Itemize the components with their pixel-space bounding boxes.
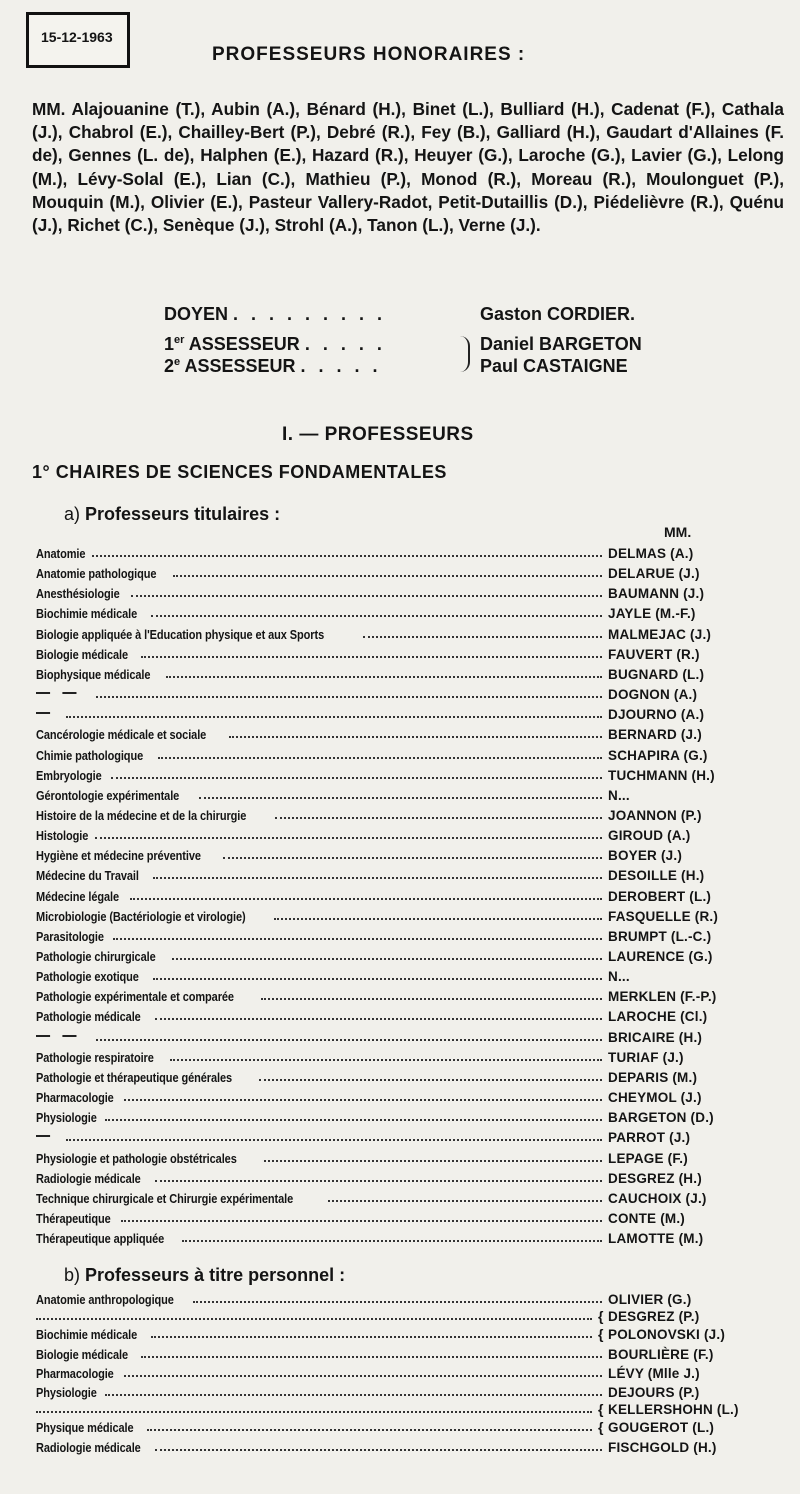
row-professor: BUGNARD (L.)	[608, 667, 705, 682]
dot-leader	[130, 898, 602, 900]
row-professor: FASQUELLE (R.)	[608, 909, 719, 924]
row-professor: MALMEJAC (J.)	[608, 627, 712, 642]
assesseur2-row: 2e ASSESSEUR . . . . .	[164, 356, 382, 376]
dot-leader	[131, 595, 602, 597]
honorary-title: PROFESSEURS HONORAIRES :	[212, 44, 526, 65]
row-subject: Physique médicale	[36, 1421, 134, 1435]
row-subject: Technique chirurgicale et Chirurgie expérimentale	[36, 1192, 294, 1206]
ditto-dash	[36, 692, 50, 694]
table-row	[36, 1435, 766, 1455]
row-subject: Embryologie	[36, 769, 102, 783]
assesseur2-ordinal: 2	[164, 356, 175, 376]
dot-leader	[274, 918, 602, 920]
row-subject: Biologie médicale	[36, 1348, 129, 1362]
dot-leader	[363, 636, 602, 638]
row-subject: Physiologie	[36, 1386, 97, 1400]
table-row	[36, 622, 766, 642]
table-row	[36, 803, 766, 823]
row-professor: BERNARD (J.)	[608, 727, 702, 742]
row-professor: BRUMPT (L.-C.)	[608, 929, 712, 944]
row-subject: Radiologie médicale	[36, 1172, 141, 1186]
dot-leader	[66, 716, 602, 718]
table-row	[36, 743, 766, 763]
dot-leader	[170, 1059, 602, 1061]
table-row	[36, 662, 766, 682]
row-professor: GIROUD (A.)	[608, 828, 691, 843]
table-row	[36, 1397, 766, 1417]
dot-leader	[147, 1429, 592, 1431]
row-subject	[36, 688, 89, 702]
row-professor: BOYER (J.)	[608, 848, 683, 863]
row-professor: CHEYMOL (J.)	[608, 1090, 702, 1105]
row-subject: Thérapeutique	[36, 1212, 111, 1226]
row-professor: GOUGEROT (L.)	[608, 1420, 715, 1435]
row-professor: N...	[608, 969, 630, 984]
row-subject	[36, 708, 62, 722]
dot-leader	[36, 1318, 592, 1320]
row-professor: DOGNON (A.)	[608, 687, 698, 702]
assesseur1-name: Daniel BARGETON	[480, 334, 642, 354]
row-professor: DEROBERT (L.)	[608, 889, 712, 904]
row-subject: Gérontologie expérimentale	[36, 789, 180, 803]
table-row	[36, 843, 766, 863]
row-subject: Microbiologie (Bactériologie et virologie)	[36, 910, 246, 924]
row-subject: Hygiène et médecine préventive	[36, 849, 201, 863]
table-row	[36, 1415, 766, 1435]
row-subject: Biologie médicale	[36, 648, 129, 662]
dot-leader	[124, 1375, 602, 1377]
row-subject	[36, 1031, 89, 1045]
row-professor: DEPARIS (M.)	[608, 1070, 698, 1085]
table-row	[36, 944, 766, 964]
personnel-heading-letter: b)	[64, 1265, 81, 1285]
row-subject	[36, 1131, 62, 1145]
row-subject: Radiologie médicale	[36, 1441, 141, 1455]
row-subject: Biologie appliquée à l'Education physique et aux Sports	[36, 628, 325, 642]
date-stamp: 15-12-1963	[26, 12, 130, 68]
table-row	[36, 682, 766, 702]
assesseur1-ordinal: 1	[164, 334, 175, 354]
assesseur2-name: Paul CASTAIGNE	[480, 356, 628, 376]
row-professor: KELLERSHOHN (L.)	[608, 1402, 739, 1417]
personnel-heading-text: Professeurs à titre personnel :	[85, 1265, 346, 1285]
assesseur-brace	[458, 336, 470, 372]
dot-leader	[153, 877, 602, 879]
row-professor: DELARUE (J.)	[608, 566, 700, 581]
doyen-row: DOYEN . . . . . . . . .	[164, 304, 387, 324]
table-row	[36, 1085, 766, 1105]
table-row	[36, 561, 766, 581]
dot-leader	[66, 1139, 602, 1141]
dot-leader	[173, 575, 602, 577]
table-row	[36, 924, 766, 944]
table-row	[36, 863, 766, 883]
mm-label: MM.	[664, 524, 692, 540]
dot-leader	[275, 817, 602, 819]
row-professor: JOANNON (P.)	[608, 808, 702, 823]
table-row	[36, 1361, 766, 1381]
table-row	[36, 1146, 766, 1166]
table-row	[36, 1304, 766, 1324]
dot-leader	[155, 1449, 602, 1451]
dot-leader	[259, 1079, 602, 1081]
table-row	[36, 763, 766, 783]
table-row	[36, 904, 766, 924]
assesseur2-ordinal-sup: e	[174, 356, 181, 368]
dot-leader	[151, 1336, 592, 1338]
dot-leader	[155, 1180, 602, 1182]
row-subject: Pathologie médicale	[36, 1010, 141, 1024]
row-subject: Physiologie et pathologie obstétricales	[36, 1152, 237, 1166]
table-row	[36, 984, 766, 1004]
row-professor: LAROCHE (Cl.)	[608, 1009, 708, 1024]
row-professor: OLIVIER (G.)	[608, 1292, 692, 1307]
row-professor: FISCHGOLD (H.)	[608, 1440, 717, 1455]
titulaires-heading-letter: a)	[64, 504, 81, 524]
table-row	[36, 823, 766, 843]
row-subject: Médecine du Travail	[36, 869, 139, 883]
row-subject: Anesthésiologie	[36, 587, 120, 601]
table-row	[36, 964, 766, 984]
row-subject: Pharmacologie	[36, 1091, 114, 1105]
row-professor: DESOILLE (H.)	[608, 868, 705, 883]
row-subject: Pharmacologie	[36, 1367, 114, 1381]
dot-leader	[111, 777, 602, 779]
table-row	[36, 1322, 766, 1342]
table-row	[36, 1004, 766, 1024]
dot-leader	[153, 978, 602, 980]
row-professor: BAUMANN (J.)	[608, 586, 705, 601]
row-subject: Cancérologie médicale et sociale	[36, 728, 207, 742]
assesseur1-label: ASSESSEUR	[188, 334, 300, 354]
row-professor: PARROT (J.)	[608, 1130, 691, 1145]
row-professor: LAURENCE (G.)	[608, 949, 713, 964]
dot-leader	[223, 857, 602, 859]
table-row	[36, 1025, 766, 1045]
row-subject: Physiologie	[36, 1111, 97, 1125]
row-subject: Parasitologie	[36, 930, 104, 944]
row-subject: Thérapeutique appliquée	[36, 1232, 165, 1246]
table-row	[36, 702, 766, 722]
dot-leader	[182, 1240, 602, 1242]
personnel-heading	[64, 1265, 345, 1286]
row-professor: LAMOTTE (M.)	[608, 1231, 704, 1246]
row-professor: FAUVERT (R.)	[608, 647, 700, 662]
dot-leader	[172, 958, 602, 960]
doyen-name: Gaston CORDIER.	[480, 304, 636, 324]
ditto-dash	[36, 1035, 50, 1037]
ditto-dash	[62, 1035, 76, 1037]
dot-leader	[96, 1039, 602, 1041]
dot-leader	[199, 797, 602, 799]
dot-leader	[151, 615, 602, 617]
dot-leader	[261, 998, 602, 1000]
row-professor: MERKLEN (F.-P.)	[608, 989, 717, 1004]
row-professor: DESGREZ (P.)	[608, 1309, 700, 1324]
row-professor: DEJOURS (P.)	[608, 1385, 700, 1400]
row-subject: Pathologie et thérapeutique générales	[36, 1071, 233, 1085]
table-row	[36, 1045, 766, 1065]
row-professor: CAUCHOIX (J.)	[608, 1191, 707, 1206]
table-row	[36, 722, 766, 742]
row-subject: Chimie pathologique	[36, 749, 144, 763]
dot-leader	[105, 1119, 602, 1121]
dot-leader	[96, 696, 602, 698]
row-subject: Pathologie respiratoire	[36, 1051, 154, 1065]
table-row	[36, 1186, 766, 1206]
assesseur1-row: 1er ASSESSEUR . . . . .	[164, 334, 386, 354]
row-subject: Anatomie pathologique	[36, 567, 157, 581]
honorary-names: MM. Alajouanine (T.), Aubin (A.), Bénard (H.), Binet (L.), Bulliard (H.), Cadenat (F.), Cathala (J.), Chabrol (E.), Chailley-Bert (P.), Debré (R.), Fey (B.), Galliard (H.), Gaudart d'Allaines (F. de), Gennes (L. de), Halphen (E.), Hazard (R.), Heuyer (G.), Laroche (G.), Lavier (G.), Lelong (M.), Lévy-Solal (E.), Lian (C.), Mathieu (P.), Monod (R.), Moreau (R.), Moulonguet (P.), Mouquin (M.), Olivier (E.), Pasteur Vallery-Radot, Petit-Dutaillis (D.), Piédelièvre (R.), Quénu (J.), Richet (C.), Senèque (J.), Strohl (A.), Tanon (L.), Verne (J.).	[32, 99, 784, 236]
dot-leader	[155, 1018, 602, 1020]
row-subject: Histoire de la médecine et de la chirurgie	[36, 809, 247, 823]
row-professor: DELMAS (A.)	[608, 546, 694, 561]
table-row	[36, 1206, 766, 1226]
dot-leader	[141, 656, 602, 658]
dot-leader	[113, 938, 602, 940]
row-professor: POLONOVSKI (J.)	[608, 1327, 726, 1342]
section-title: I. — PROFESSEURS	[282, 424, 474, 445]
row-professor: BARGETON (D.)	[608, 1110, 714, 1125]
table-row	[36, 541, 766, 561]
ditto-dash	[36, 1135, 50, 1137]
row-professor: CONTE (M.)	[608, 1211, 685, 1226]
row-subject: Biochimie médicale	[36, 607, 138, 621]
dot-leader	[166, 676, 602, 678]
row-professor: JAYLE (M.-F.)	[608, 606, 696, 621]
row-subject: Anatomie anthropologique	[36, 1293, 174, 1307]
table-row	[36, 1125, 766, 1145]
assesseur1-ordinal-sup: er	[174, 334, 185, 346]
dot-leader	[229, 736, 602, 738]
row-professor: BRICAIRE (H.)	[608, 1030, 703, 1045]
row-subject: Pathologie exotique	[36, 970, 139, 984]
row-professor: TURIAF (J.)	[608, 1050, 684, 1065]
table-row	[36, 1065, 766, 1085]
row-professor: SCHAPIRA (G.)	[608, 748, 708, 763]
row-subject: Pathologie chirurgicale	[36, 950, 156, 964]
row-subject: Anatomie	[36, 547, 86, 561]
table-row	[36, 601, 766, 621]
dot-leader	[328, 1200, 602, 1202]
titulaires-heading	[64, 504, 280, 525]
assesseur2-label: ASSESSEUR	[184, 356, 296, 376]
table-row	[36, 1226, 766, 1246]
doyen-label: DOYEN	[164, 304, 229, 324]
row-professor: TUCHMANN (H.)	[608, 768, 715, 783]
brace-glyph: {	[598, 1308, 604, 1324]
brace-glyph: {	[598, 1419, 604, 1435]
row-professor: DESGREZ (H.)	[608, 1171, 702, 1186]
row-subject: Médecine légale	[36, 890, 120, 904]
dot-leader	[193, 1301, 602, 1303]
dot-leader	[124, 1099, 602, 1101]
dot-leader	[121, 1220, 602, 1222]
row-subject: Biochimie médicale	[36, 1328, 138, 1342]
chair-title: 1° CHAIRES DE SCIENCES FONDAMENTALES	[32, 462, 447, 482]
row-professor: LÉVY (Mlle J.)	[608, 1366, 700, 1381]
table-row	[36, 783, 766, 803]
row-professor: N...	[608, 788, 630, 803]
row-subject: Pathologie expérimentale et comparée	[36, 990, 234, 1004]
titulaires-heading-text: Professeurs titulaires :	[85, 504, 281, 524]
dot-leader	[36, 1411, 592, 1413]
dot-leader	[158, 757, 602, 759]
table-row	[36, 1342, 766, 1362]
table-row	[36, 581, 766, 601]
table-row	[36, 1166, 766, 1186]
dot-leader	[264, 1160, 602, 1162]
table-row	[36, 642, 766, 662]
dot-leader	[92, 555, 602, 557]
brace-glyph: {	[598, 1326, 604, 1342]
row-professor: DJOURNO (A.)	[608, 707, 705, 722]
brace-glyph: {	[598, 1401, 604, 1417]
dot-leader	[105, 1394, 602, 1396]
table-row	[36, 1105, 766, 1125]
table-row	[36, 884, 766, 904]
row-subject: Biophysique médicale	[36, 668, 151, 682]
dot-leader	[95, 837, 602, 839]
row-professor: LEPAGE (F.)	[608, 1151, 688, 1166]
row-subject: Histologie	[36, 829, 89, 843]
dot-leader	[141, 1356, 602, 1358]
ditto-dash	[62, 692, 76, 694]
ditto-dash	[36, 712, 50, 714]
row-professor: BOURLIÈRE (F.)	[608, 1347, 714, 1362]
